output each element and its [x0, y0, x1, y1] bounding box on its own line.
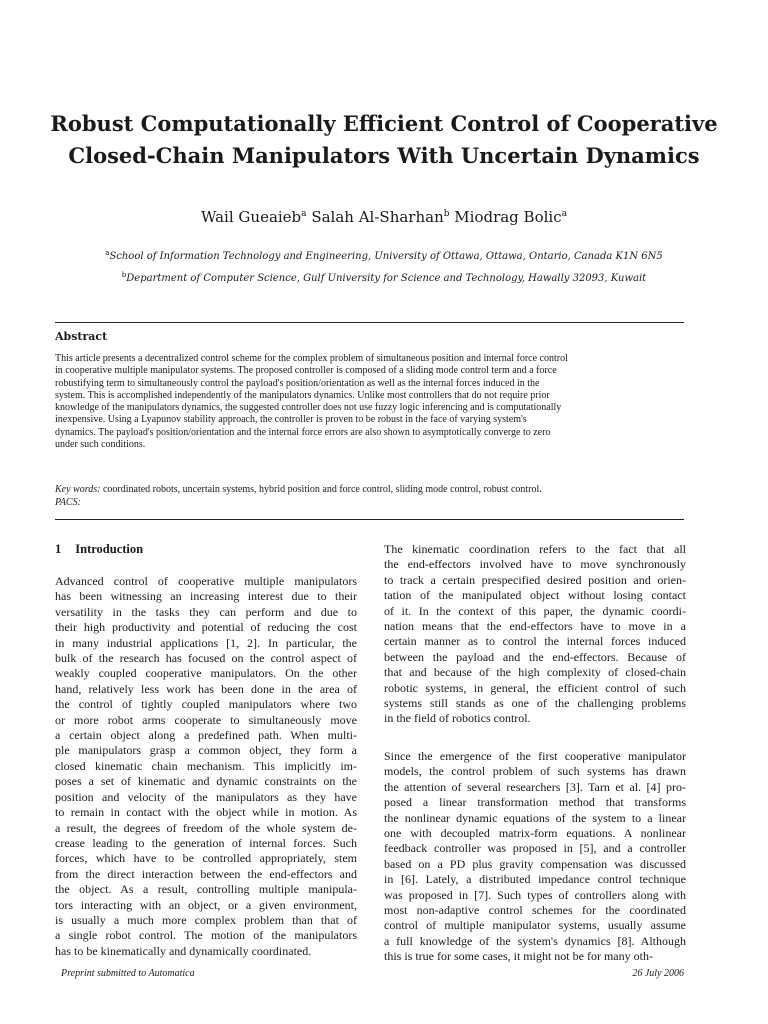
text-line: their high productivity and potential of reducing the cost — [55, 620, 357, 635]
text-line: feedback controller was proposed in [5], and a controller — [384, 841, 686, 856]
right-column — [384, 542, 686, 965]
title-line-1: Robust Computationally Efficient Control of Cooperative — [50, 111, 718, 136]
text-line: models, the control problem of such systems has drawn — [384, 764, 686, 779]
pacs-label: PACS: — [55, 496, 81, 508]
text-line: was proposed in [7]. Such types of controllers along with — [384, 887, 686, 902]
text-line: tors interacting with an object, or a given environment, — [55, 897, 357, 912]
text-line: one with decoupled matrix-form equations. A nonlinear — [384, 825, 686, 840]
text-line: crease leading to the generation of internal forces. Such — [55, 835, 357, 850]
text-line: ple manipulators grasp a common object, they form a — [55, 743, 357, 758]
text-line: the object. As a result, controlling multiple manipula- — [55, 882, 357, 897]
author-affiliation-mark: a — [301, 209, 307, 219]
text-line: Since the emergence of the first cooperative manipulator — [384, 748, 686, 763]
text-line: hand, relatively less work has been done in the area of — [55, 681, 357, 696]
text-line: position and velocity of the manipulators as they have — [55, 789, 357, 804]
affiliation-mark: a — [105, 249, 110, 257]
text-line: to remain in contact with the object while in motion. As — [55, 805, 357, 820]
footer-date: 26 July 2006 — [632, 968, 684, 979]
text-line: weakly coupled cooperative manipulators. On the other — [55, 666, 357, 681]
text-line: to track a certain prespecified desired position and orien- — [384, 572, 686, 587]
text-line: knowledge of the manipulators dynamics, the suggested controller does not use fuzzy logic inferencing and is computationally — [55, 402, 562, 414]
text-line: or more robot arms cooperate to simultaneously move — [55, 712, 357, 727]
text-line: in [6]. Lately, a distributed impedance control technique — [384, 872, 686, 887]
text-line: Advanced control of cooperative multiple manipulators — [55, 574, 357, 588]
text-line: certain manner as to control the internal forces induced — [384, 634, 686, 649]
text-line: between the payload and the end-effectors. Because of — [384, 649, 686, 664]
paragraph — [384, 542, 686, 727]
text-line: in cooperative multiple manipulator systems. The proposed controller is composed of a sliding mode control term and a force — [55, 365, 557, 377]
paper-title — [40, 108, 728, 172]
text-line: the attention of several researchers [3]. Tarn et al. [4] pro- — [384, 779, 686, 794]
text-line: dynamics. The payload's position/orientation and the internal force errors are also shown to asymptotically converge to zero — [55, 426, 551, 438]
text-line: based on a PD plus gravity compensation was discussed — [384, 856, 686, 871]
affiliation-mark: b — [121, 271, 127, 279]
abstract-body — [55, 353, 684, 451]
text-line: a single robot control. The motion of the manipulators — [55, 928, 357, 943]
affiliation-text: Department of Computer Science, Gulf University for Science and Technology, Hawally 32093, Kuwait — [126, 273, 647, 284]
author-affiliation-mark: a — [561, 209, 567, 219]
keywords-label: Key words: — [55, 484, 101, 495]
text-line: systems still stands as one of the challenging problems — [384, 696, 686, 711]
text-line: this is true for some cases, it might not be for many oth- — [384, 949, 653, 964]
affiliation-text: School of Information Technology and Engineering, University of Ottawa, Ottawa, Ontario, Canada K1N 6N5 — [109, 251, 663, 262]
left-column — [55, 574, 357, 959]
author-name: Salah Al-Sharhan — [311, 208, 444, 226]
section-heading — [55, 542, 143, 557]
text-line: nation means that the end-effectors have to move in a — [384, 619, 686, 634]
text-line: closed kinematic chain mechanism. This implicitly im- — [55, 758, 357, 773]
text-line: the control of tightly coupled manipulators where two — [55, 697, 357, 712]
keywords-block — [55, 484, 684, 509]
paragraph — [384, 749, 686, 965]
text-line: has to be kinematically and dynamically coordinated. — [55, 943, 312, 958]
text-line: a certain object along a predefined path. When multi- — [55, 728, 357, 743]
abstract-bottom-rule — [55, 519, 684, 520]
text-line: is usually a much more complex problem than that of — [55, 912, 357, 927]
section-title: Introduction — [75, 542, 144, 556]
text-line: posed a linear transformation method that transforms — [384, 795, 686, 810]
text-line: The kinematic coordination refers to the fact that all — [384, 542, 686, 556]
author-affiliation-mark: b — [443, 209, 450, 219]
text-line: system. This is accomplished independently of the manipulators dynamics. Unlike most controllers that do not require prior — [55, 389, 550, 401]
text-line: most non-adaptive control schemes for the coordinated — [384, 902, 686, 917]
author-list — [40, 208, 728, 226]
text-line: in many industrial applications [1, 2]. In particular, the — [55, 635, 357, 650]
text-line: robotic systems, in general, the efficient control of such — [384, 680, 686, 695]
text-line: versatility in the tasks they can perform and due to — [55, 604, 357, 619]
text-line: bulk of the research has focused on the control aspect of — [55, 651, 357, 666]
affiliation-b — [40, 271, 728, 284]
author-name: Wail Gueaieb — [201, 208, 302, 226]
text-line: from the direct interaction between the end-effectors and — [55, 866, 357, 881]
text-line: This article presents a decentralized control scheme for the complex problem of simultaneous position and internal force control — [55, 353, 568, 364]
text-line: a full knowledge of the system's dynamics [8]. Although — [384, 933, 686, 948]
text-line: control of multiple manipulator systems, usually assume — [384, 918, 686, 933]
text-line: a result, the degrees of freedom of the whole system de- — [55, 820, 357, 835]
text-line: robustifying term to simultaneously control the payload's position/orientation as well as the internal forces induced in the — [55, 377, 540, 389]
text-line: the nonlinear dynamic equations of the system to a linear — [384, 810, 686, 825]
text-line: forces, which have to be controlled appropriately, stem — [55, 851, 357, 866]
affiliation-a — [40, 249, 728, 262]
title-line-2: Closed-Chain Manipulators With Uncertain Dynamics — [68, 143, 700, 168]
abstract-top-rule — [55, 322, 684, 323]
text-line: tation of the manipulated object without losing contact — [384, 588, 686, 603]
text-line: in the field of robotics control. — [384, 711, 531, 726]
text-line: inexpensive. Using a Lyapunov stability approach, the controller is proven to be robust in the face of varying system's — [55, 414, 527, 426]
section-number: 1 — [55, 542, 62, 556]
text-line: the end-effectors involved have to move synchronously — [384, 557, 686, 572]
abstract-heading: Abstract — [55, 330, 108, 343]
footer-preprint-note: Preprint submitted to Automatica — [61, 968, 195, 979]
author-name: Miodrag Bolic — [454, 208, 562, 226]
text-line: has been witnessing an increasing interest due to their — [55, 589, 357, 604]
text-line: under such conditions. — [55, 439, 146, 451]
text-line: that and because of the high complexity of closed-chain — [384, 665, 686, 680]
text-line: poses a set of kinematic and dynamic constraints on the — [55, 774, 357, 789]
text-line: of it. In the context of this paper, the dynamic coordi- — [384, 603, 686, 618]
keywords-text: coordinated robots, uncertain systems, hybrid position and force control, sliding mode control, robust control. — [102, 484, 542, 495]
